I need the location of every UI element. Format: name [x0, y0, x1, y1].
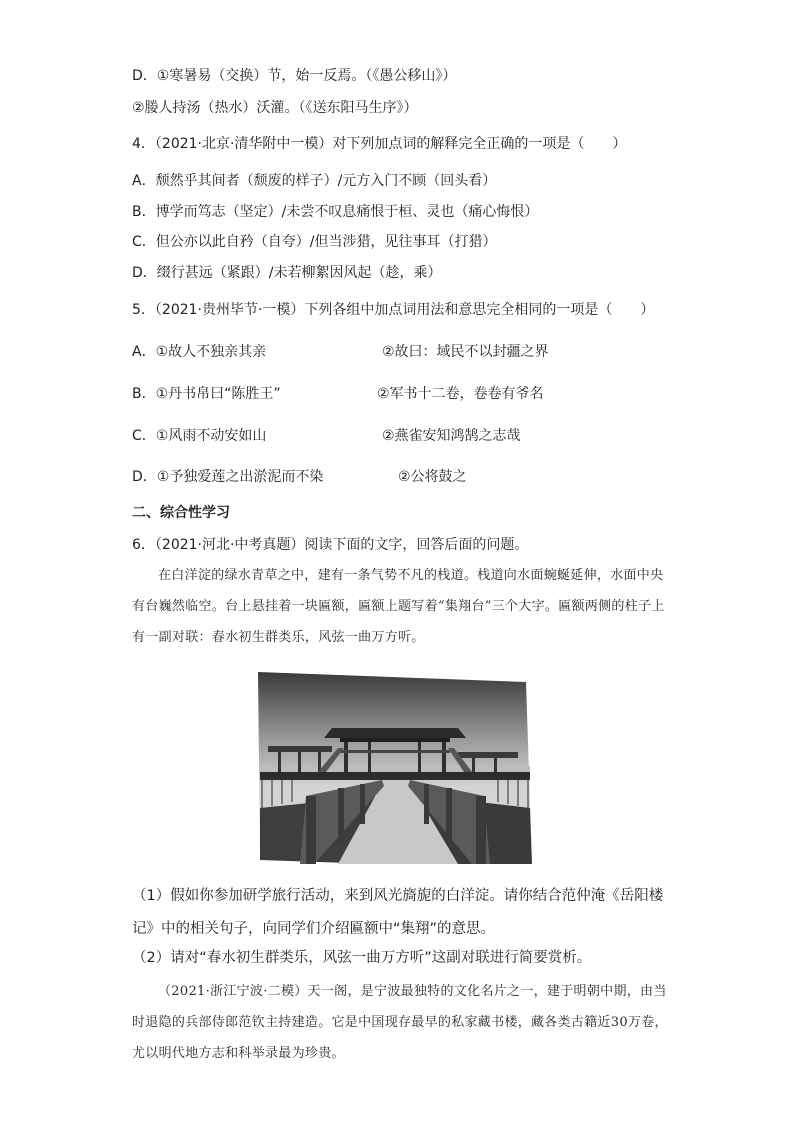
- option-d-line-1: D．①寒暑易（交换）节，始一反焉。（《愚公移山》）: [132, 68, 457, 84]
- option-d-line-2: ②媵人持汤（热水）沃灌。（《送东阳马生序》）: [132, 100, 418, 116]
- pavilion-photo: [258, 668, 532, 864]
- question-5: 5．（2021·贵州毕节·一模）下列各组中加点词用法和意思完全相同的一项是（ ）: [132, 302, 655, 318]
- question-4-option-a: A．颓然乎其间者（颓废的样子）/元方入门不顾（回头看）: [132, 173, 497, 189]
- question-5-option-c-2: ②燕雀安知鸿鹄之志哉: [382, 428, 521, 444]
- question-6-part-2: （2）请对“春水初生群类乐，风弦一曲万方听”这副对联进行简要赏析。: [132, 950, 592, 966]
- question-5-option-a-2: ②故曰：域民不以封疆之界: [382, 344, 549, 360]
- question-4-option-d: D．缀行甚远（紧跟）/未若柳絮因风起（趁，乘）: [132, 265, 442, 281]
- question-5-option-d-2: ②公将鼓之: [398, 469, 467, 485]
- section-heading: 二、综合性学习: [132, 505, 230, 521]
- question-5-option-c-1: C．①风雨不动安如山: [132, 428, 267, 444]
- reading-passage-2: （2021·浙江宁波·二模）天一阁，是宁波最独特的文化名片之一，建于明朝中期，由当时退隐的兵部侍郎范钦主持建造。它是中国现存最早的私家藏书楼，藏各类古籍近30万卷，尤以明代地方志和科举录最为珍贵。: [132, 984, 668, 1061]
- question-6: 6．（2021·河北·中考真题）阅读下面的文字，回答后面的问题。: [132, 537, 529, 553]
- reading-passage: 在白洋淀的绿水青草之中，建有一条气势不凡的栈道。栈道向水面蜿蜒延伸，水面中央有台巍然临空。台上悬挂着一块匾额，匾额上题写着“集翔台”三个大字。匾额两侧的柱子上有一副对联：春水初生群类乐，风弦一曲万方听。: [132, 568, 665, 645]
- question-6-part-1: （1）假如你参加研学旅行活动，来到风光旖旎的白洋淀。请你结合范仲淹《岳阳楼记》中的相关句子，向同学们介绍匾额中“集翔”的意思。: [132, 888, 664, 937]
- question-5-option-b-2: ②军书十二卷，卷卷有爷名: [377, 386, 544, 402]
- question-5-option-d-1: D．①予独爱莲之出淤泥而不染: [132, 469, 324, 485]
- question-5-option-a-1: A．①故人不独亲其亲: [132, 344, 267, 360]
- question-4-option-c: C．但公亦以此自矜（自夸）/但当涉猎，见往事耳（打猎）: [132, 234, 497, 250]
- question-5-option-b-1: B．①丹书帛曰“陈胜王”: [132, 386, 281, 402]
- question-4-option-b: B．博学而笃志（坚定）/未尝不叹息痛恨于桓、灵也（痛心悔恨）: [132, 204, 539, 220]
- question-4: 4．（2021·北京·清华附中一模）对下列加点词的解释完全正确的一项是（ ）: [132, 136, 627, 152]
